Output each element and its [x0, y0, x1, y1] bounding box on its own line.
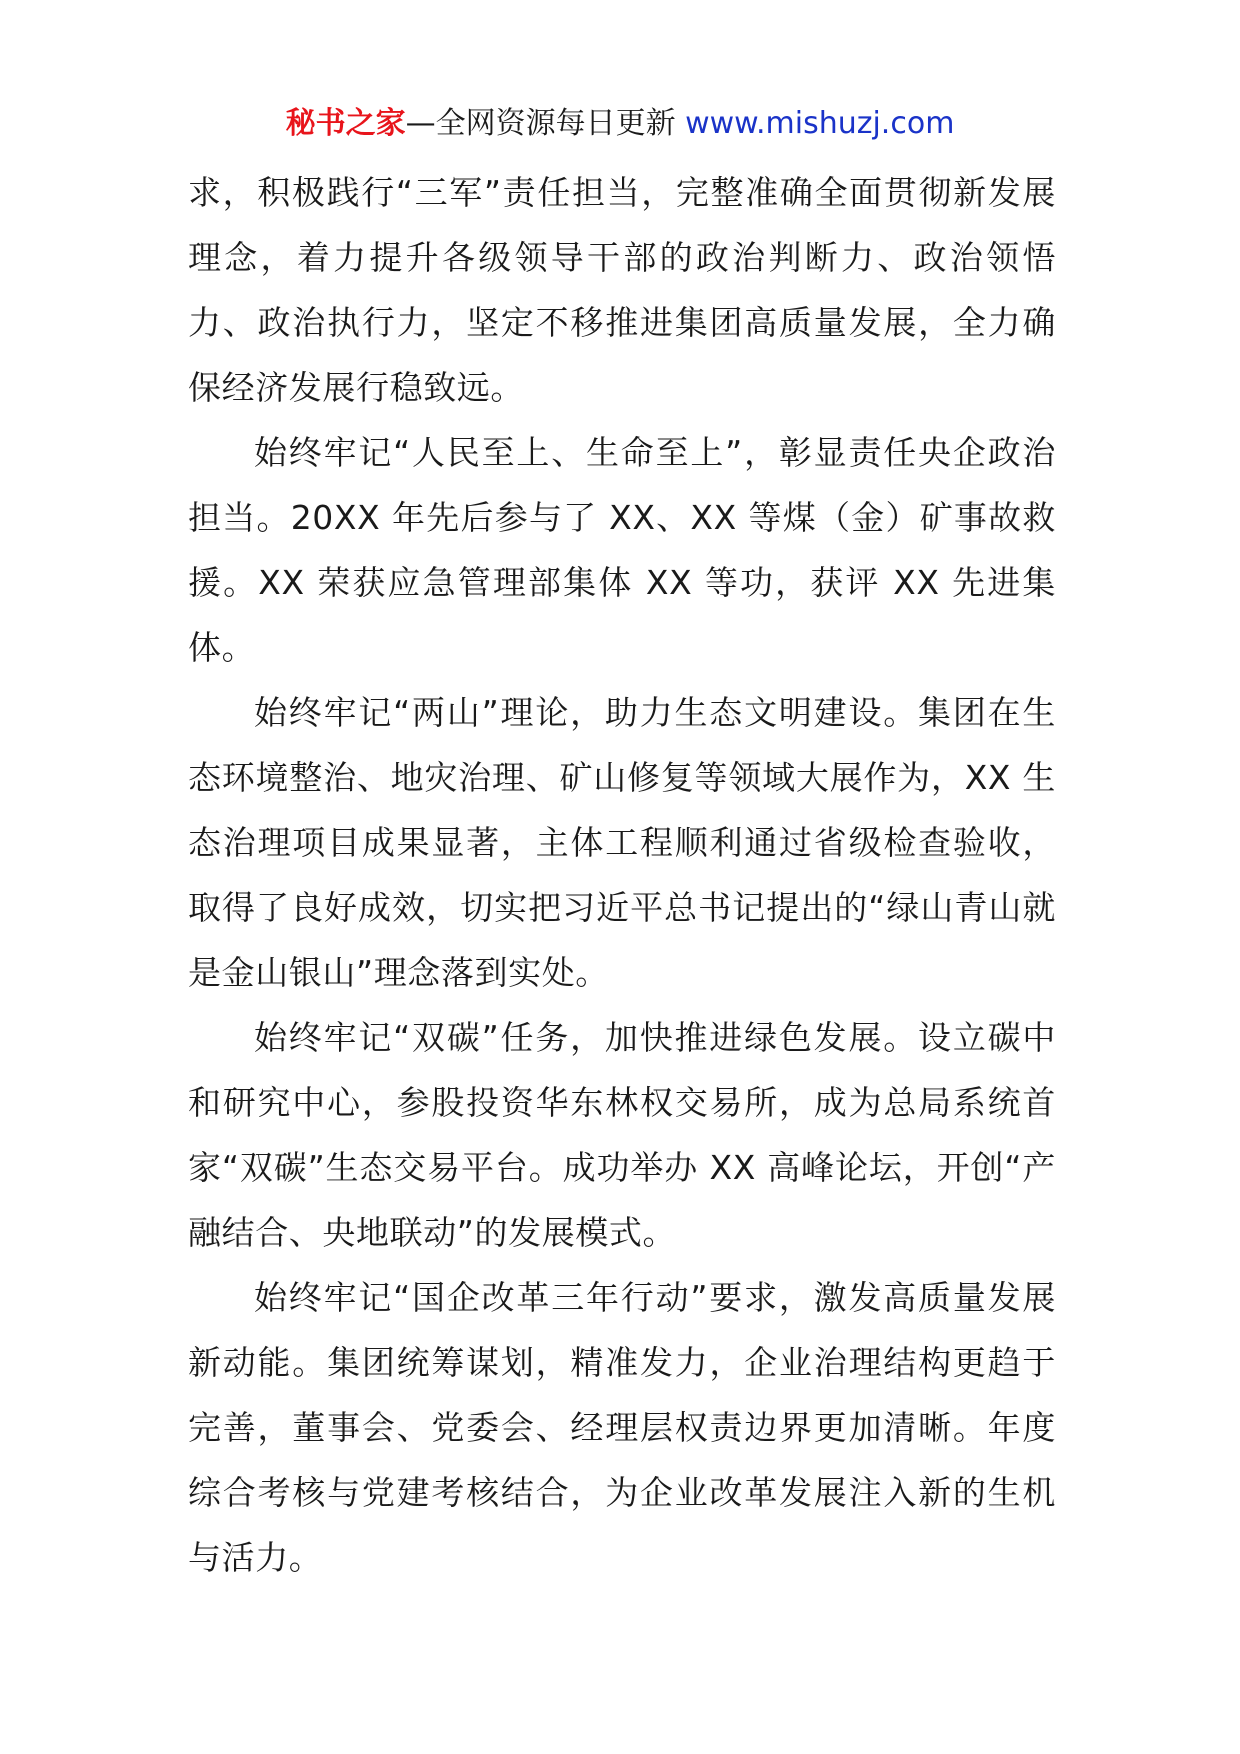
page-header — [0, 104, 1240, 144]
paragraph-dual-carbon: 始终牢记“双碳”任务，加快推进绿色发展。设立碳中和研究中心，参股投资华东林权交易所，成为总局系统首家“双碳”生态交易平台。成功举办 XX 高峰论坛，开创“产融结合、央地联动”的发展模式。 — [188, 1018, 1056, 1252]
document-body — [188, 160, 1056, 1590]
site-brand: 秘书之家 — [285, 106, 406, 141]
paragraph-continued: 求，积极践行“三军”责任担当，完整准确全面贯彻新发展理念，着力提升各级领导干部的政治判断力、政治领悟力、政治执行力，坚定不移推进集团高质量发展，全力确保经济发展行稳致远。 — [188, 173, 1056, 407]
paragraph-people-first: 始终牢记“人民至上、生命至上”，彰显责任央企政治担当。20XX 年先后参与了 XX、XX 等煤（金）矿事故救援。XX 荣获应急管理部集体 XX 等功，获评 XX 先进集体。 — [188, 433, 1056, 667]
site-url-link[interactable]: www.mishuzj.com — [675, 106, 955, 141]
paragraph-soe-reform: 始终牢记“国企改革三年行动”要求，激发高质量发展新动能。集团统筹谋划，精准发力，企业治理结构更趋于完善，董事会、党委会、经理层权责边界更加清晰。年度综合考核与党建考核结合，为企业改革发展注入新的生机与活力。 — [188, 1278, 1056, 1577]
site-tagline: —全网资源每日更新 — [405, 106, 676, 141]
paragraph-two-mountains: 始终牢记“两山”理论，助力生态文明建设。集团在生态环境整治、地灾治理、矿山修复等领域大展作为，XX 生态治理项目成果显著，主体工程顺利通过省级检查验收，取得了良好成效，切实把习近平总书记提出的“绿山青山就是金山银山”理念落到实处。 — [188, 693, 1056, 992]
